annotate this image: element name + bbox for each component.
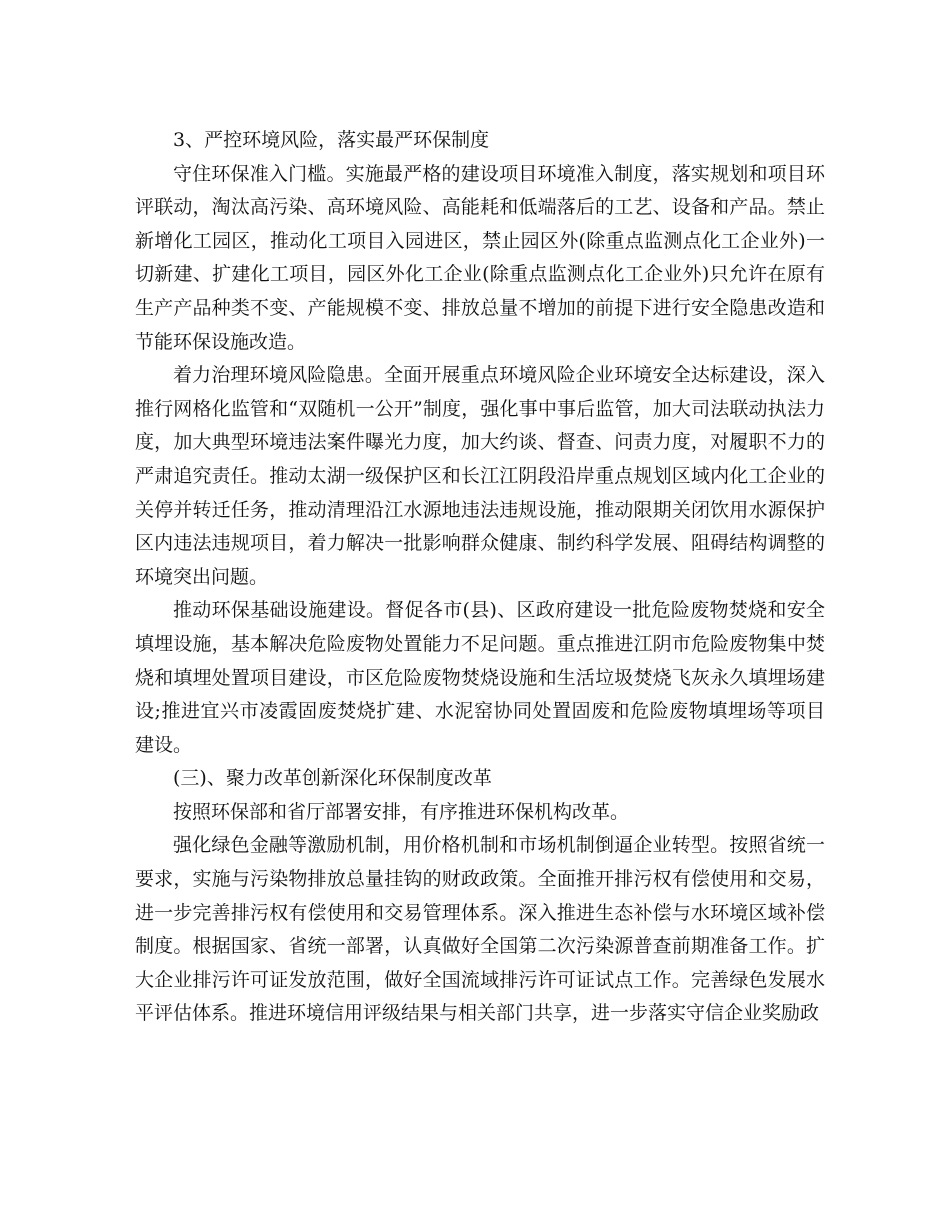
- document-body: [135, 124, 825, 1031]
- paragraph-institutional-reform: 按照环保部和省厅部署安排，有序推进环保机构改革。: [173, 800, 630, 823]
- paragraph-risk-hazards: 着力治理环境风险隐患。全面开展重点环境风险企业环境安全达标建设，深入推行网格化监管和“双随机一公开”制度，强化事中事后监管，加大司法联动执法力度，加大典型环境违法案件曝光力度，加大约谈、督查、问责力度，对履职不力的严肃追究责任。推动太湖一级保护区和长江江阴段沿岸重点规划区域内化工企业的关停并转迁任务，推动清理沿江水源地违法违规设施，推动限期关闭饮用水源保护区内违法违规项目，着力解决一批影响群众健康、制约科学发展、阻碍结构调整的环境突出问题。: [135, 364, 825, 588]
- paragraph-access-threshold: 守住环保准入门槛。实施最严格的建设项目环境准入制度，落实规划和项目环评联动，淘汰高污染、高环境风险、高能耗和低端落后的工艺、设备和产品。禁止新增化工园区，推动化工项目入园进区，禁止园区外(除重点监测点化工企业外)一切新建、扩建化工项目，园区外化工企业(除重点监测点化工企业外)只允许在原有生产产品种类不变、产能规模不变、排放总量不增加的前提下进行安全隐患改造和节能环保设施改造。: [135, 162, 825, 353]
- section-heading-reform: (三)、聚力改革创新深化环保制度改革: [173, 767, 492, 790]
- paragraph-incentive-mechanism: 强化绿色金融等激励机制，用价格机制和市场机制倒逼企业转型。按照省统一要求，实施与污染物排放总量挂钩的财政政策。全面推开排污权有偿使用和交易，进一步完善排污权有偿使用和交易管理体系。深入推进生态补偿与水环境区域补偿制度。根据国家、省统一部署，认真做好全国第二次污染源普查前期准备工作。扩大企业排污许可证发放范围，做好全国流域排污许可证试点工作。完善绿色发展水平评估体系。推进环境信用评级结果与相关部门共享，进一步落实守信企业奖励政: [135, 834, 825, 1025]
- paragraph-infrastructure: 推动环保基础设施建设。督促各市(县)、区政府建设一批危险废物焚烧和安全填埋设施，基本解决危险废物处置能力不足问题。重点推进江阴市危险废物集中焚烧和填埋处置项目建设，市区危险废物焚烧设施和生活垃圾焚烧飞灰永久填埋场建设;推进宜兴市凌霞固废焚烧扩建、水泥窑协同处置固废和危险废物填埋场等项目建设。: [135, 599, 825, 756]
- section-heading-environmental-risk: 3、严控环境风险，落实最严环保制度: [173, 129, 490, 151]
